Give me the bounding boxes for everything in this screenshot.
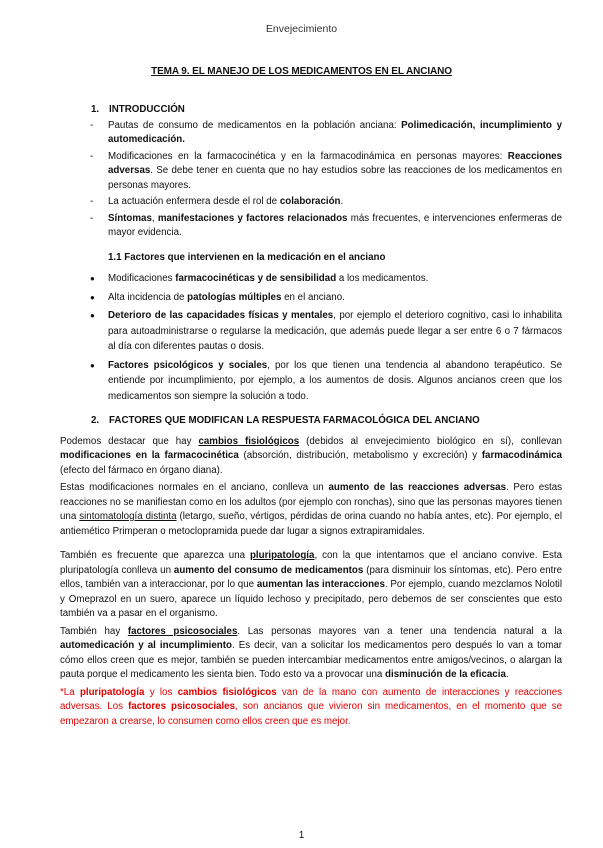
paragraph: También es frecuente que aparezca una pluripatología, con la que intentamos que el anciano convive. Esta pluripatología conlleva un aumento del consumo de medicamentos (para disminuir los síntomas, etc). Pero entre ellos, también van a interaccionar, por lo que aumentan las interacciones. Por ejemplo, cuando mezclamos Nolotil y Omeprazol en un suero, aparece un líquido lechoso y precipitado, pero debemos de ser conscientes que esto también va a pasar en el organismo. <box>60 550 562 619</box>
list-item: ● Alta incidencia de patologías múltiples en el anciano. <box>90 290 562 306</box>
section-title: FACTORES QUE MODIFICAN LA RESPUESTA FARMACOLÓGICA DEL ANCIANO <box>109 415 480 426</box>
list-item: ● Deterioro de las capacidades físicas y mentales, por ejemplo el deterioro cognitivo, casi lo inhabilita para autoadministrarse o regularse la medicación, que además puede llegar a ser entre 6 o 7 fármacos al día con diferentes pautas o dosis. <box>90 308 562 355</box>
section-2-heading <box>91 414 562 429</box>
list-item: - La actuación enfermera desde el rol de colaboración. <box>90 195 562 210</box>
paragraph: También hay factores psicosociales. Las personas mayores van a tener una tendencia natural a la automedicación y al incumplimiento. Es decir, van a solicitar los medicamentos pero después lo van a tomar cómo ellos creen que es mejor, también se pueden intercambiar medicamentos entre amigos/vecinos, o alargan la pauta porque el medicamento les sienta bien. Todo esto va a provocar una disminución de la eficacia. <box>60 625 563 680</box>
list-item: - Pautas de consumo de medicamentos en la población anciana: Polimedicación, incumplimiento y automedicación. <box>90 119 562 148</box>
section-title: INTRODUCCIÓN <box>109 104 185 115</box>
factors-list <box>90 271 562 404</box>
section-2-body <box>60 435 562 730</box>
page-number: 1 <box>298 830 305 841</box>
section-number: 1. <box>91 104 100 115</box>
document-body <box>60 103 563 732</box>
list-item: - Síntomas, manifestaciones y factores relacionados más frecuentes, e intervenciones enfermeras de mayor evidencia. <box>90 212 562 241</box>
list-item: ● Modificaciones farmacocinéticas y de sensibilidad a los medicamentos. <box>90 271 562 287</box>
section-number: 2. <box>91 415 100 426</box>
running-header: Envejecimiento <box>265 23 338 35</box>
list-item: - Modificaciones en la farmacocinética y en la farmacodinámica en personas mayores: Reacciones adversas. Se debe tener en cuenta que no hay estudios sobre las reacciones de los medicamentos en personas mayores. <box>90 150 562 194</box>
list-item: ● Factores psicológicos y sociales, por los que tienen una tendencia al abandono terapéutico. Se entiende por incumplimiento, por ejemplo, a los aumentos de dosis. Algunos ancianos creen que los medicamentos son siempre la solución a todo. <box>90 358 562 405</box>
paragraph: Podemos destacar que hay cambios fisiológicos (debidos al envejecimiento biológico en sí), conllevan modificaciones en la farmacocinética (absorción, distribución, metabolismo y excreción) y farmacodinámica (efecto del fármaco en órgano diana). <box>60 435 563 476</box>
intro-list <box>90 119 562 241</box>
section-1-heading <box>91 103 562 118</box>
red-note: *La pluripatología y los cambios fisiológicos van de la mano con aumento de interacciones y reacciones adversas. Los factores psicosociales, son ancianos que vivieron sin medicamentos, en el momento que se empezaron a crearse, lo consumen como ellos creen que es mejor. <box>60 686 562 727</box>
page-title: TEMA 9. EL MANEJO DE LOS MEDICAMENTOS EN EL ANCIANO <box>151 66 452 77</box>
subsection-heading: 1.1 Factores que intervienen en la medicación en el anciano <box>108 251 386 263</box>
paragraph: Estas modificaciones normales en el anciano, conlleva un aumento de las reacciones adversas. Pero estas reacciones no se manifiestan como en los adultos (por ejemplo con ronchas), sino que las personas mayores tienen una sintomatología distinta (letargo, sueño, vértigos, pérdidas de orina cuando no había antes, etc). Por ejemplo, el antiemético Primperan o metoclopramida puede dar lugar a signos extrapiramidales. <box>60 482 563 537</box>
